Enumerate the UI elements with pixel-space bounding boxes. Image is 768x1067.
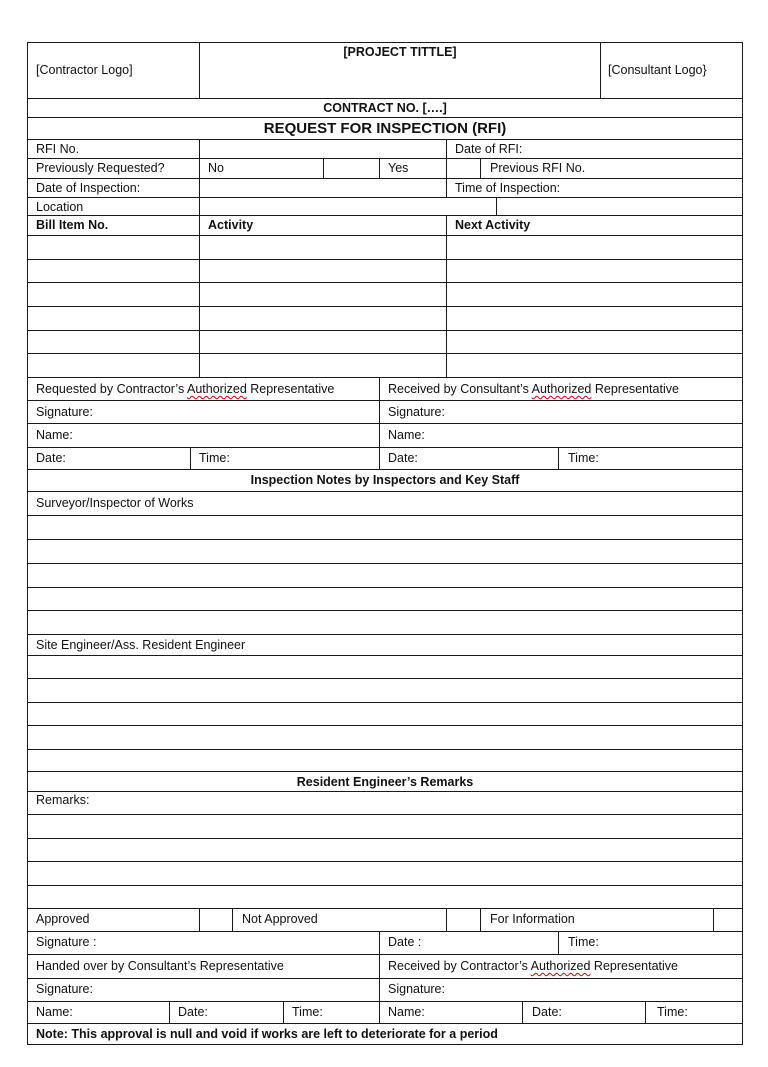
contractor-logo-placeholder: [Contractor Logo] [36,63,133,77]
approved-checkbox[interactable] [200,908,233,931]
note-line [27,587,743,588]
rfi-no-label: RFI No. [36,142,80,156]
date-label: Date: [178,1005,208,1019]
date-of-inspection-value[interactable] [200,178,447,197]
form-title: REQUEST FOR INSPECTION (RFI) [263,120,507,137]
handover-signature-cell[interactable] [27,978,380,1001]
note-line [27,885,743,886]
remarks-label: Remarks: [36,793,90,807]
surveyor-label: Surveyor/Inspector of Works [36,496,194,510]
note-line [27,515,743,516]
consultant-logo-cell [601,42,743,98]
note-line [27,814,743,815]
receiver-date-cell[interactable] [523,1001,646,1023]
inspection-date-row [27,178,743,197]
inspection-notes-title: Inspection Notes by Inspectors and Key Staff [250,473,520,487]
name-label: Name: [388,428,425,442]
next-activity-header-cell [447,215,743,235]
note-line [27,678,743,679]
handed-over-label: Handed over by Consultant’s Representative [36,959,284,973]
contractor-rep-cell [27,377,380,400]
time-of-inspection-cell[interactable] [447,178,743,197]
consultant-logo-placeholder: [Consultant Logo} [608,63,707,77]
receiver-time-cell[interactable] [646,1001,743,1023]
no-label: No [208,161,224,175]
location-row [27,197,743,215]
bill-item-header: Bill Item No. [36,218,109,232]
activity-header: Activity [208,218,254,232]
table-row [27,330,743,331]
location-label: Location [36,200,84,214]
approved-label: Approved [36,912,90,926]
date-of-inspection-label: Date of Inspection: [36,181,141,195]
next-activity-header: Next Activity [455,218,531,232]
table-row [27,353,743,354]
handover-name-row [27,1001,743,1023]
re-remarks-title: Resident Engineer’s Remarks [296,775,474,789]
contractor-time-cell[interactable] [191,447,380,469]
remarks-row[interactable] [27,791,743,814]
note-line [27,725,743,726]
rfi-no-label-cell [27,139,200,158]
name-label: Name: [36,1005,73,1019]
no-cell [200,158,324,178]
consultant-rep-cell [380,377,743,400]
consultant-date-cell[interactable] [380,447,559,469]
yes-label: Yes [388,161,409,175]
site-engineer-row [27,634,743,655]
date-of-inspection-cell [27,178,200,197]
table-row [27,282,743,283]
name-label: Name: [388,1005,425,1019]
contractor-signature-cell[interactable] [27,400,380,423]
time-of-inspection-label: Time of Inspection: [455,181,561,195]
rfi-form [27,42,743,1045]
activity-header-cell [200,215,447,235]
note-line [27,539,743,540]
handover-row [27,954,743,978]
handover-time-cell[interactable] [284,1001,380,1023]
surveyor-row [27,491,743,515]
time-label: Time: [199,451,230,465]
not-approved-cell [233,908,447,931]
note-line [27,563,743,564]
note-line [27,610,743,611]
location-cell [27,197,200,215]
consultant-signature-cell[interactable] [380,400,743,423]
time-label: Time: [568,451,599,465]
requested-name-row [27,423,743,447]
re-remarks-title-row [27,771,743,791]
previous-rfi-cell[interactable] [481,158,743,178]
previous-rfi-label: Previous RFI No. [490,161,586,175]
handover-name-cell[interactable] [27,1001,170,1023]
previously-requested-cell [27,158,200,178]
date-label: Date: [36,451,66,465]
yes-checkbox[interactable] [447,158,481,178]
note-line [27,655,743,656]
previously-requested-label: Previously Requested? [36,161,165,175]
name-label: Name: [36,428,73,442]
date-label: Date: [532,1005,562,1019]
yes-cell [380,158,447,178]
title-row [27,117,743,139]
date-label: Date: [388,451,418,465]
date-label: Date : [388,935,422,949]
bill-item-header-cell [27,215,200,235]
for-information-checkbox[interactable] [714,908,743,931]
project-title-cell [200,42,601,98]
rfi-no-value[interactable] [200,139,447,158]
time-label: Time: [292,1005,323,1019]
inspection-notes-title-row [27,469,743,491]
previously-requested-row [27,158,743,178]
note-row [27,1023,743,1045]
table-row [27,259,743,260]
activity-table-header [27,215,743,235]
contractor-logo-cell [27,42,200,98]
signature-label: Signature: [388,405,445,419]
table-row [27,306,743,307]
requested-by-row [27,377,743,400]
signature-label: Signature: [36,982,93,996]
not-approved-label: Not Approved [242,912,318,926]
decision-date-cell[interactable] [380,931,559,954]
decision-row [27,908,743,931]
note-line [27,702,743,703]
date-of-rfi-label: Date of RFI: [455,142,523,156]
for-information-cell [481,908,714,931]
consultant-rep-label: Received by Consultant’s Authorized Representative [388,382,679,396]
received-by-contractor-cell [380,954,743,978]
receiver-signature-cell[interactable] [380,978,743,1001]
note-line [27,861,743,862]
signature-label: Signature: [36,405,93,419]
location-value[interactable] [200,197,497,215]
decision-time-cell[interactable] [559,931,743,954]
no-checkbox[interactable] [324,158,380,178]
note-line [27,749,743,750]
contract-row [27,98,743,117]
site-engineer-label: Site Engineer/Ass. Resident Engineer [36,638,246,652]
note-line [27,838,743,839]
handover-signature-row [27,978,743,1001]
received-by-contractor-label: Received by Contractor’s Authorized Representative [388,959,678,973]
contractor-date-cell[interactable] [27,447,191,469]
contract-no: CONTRACT NO. [….] [323,101,447,115]
not-approved-checkbox[interactable] [447,908,481,931]
header-row [27,42,743,98]
consultant-name-cell[interactable] [380,423,743,447]
receiver-name-cell[interactable] [380,1001,523,1023]
handover-date-cell[interactable] [170,1001,284,1023]
decision-signature-cell[interactable] [27,931,380,954]
for-information-label: For Information [490,912,575,926]
requested-date-row [27,447,743,469]
contractor-rep-label: Requested by Contractor’s Authorized Representative [36,382,335,396]
decision-signature-row [27,931,743,954]
consultant-time-cell[interactable] [559,447,743,469]
handed-over-cell [27,954,380,978]
time-label: Time: [657,1005,688,1019]
project-title: [PROJECT TITTLE] [343,45,457,59]
signature-label: Signature : [36,935,97,949]
requested-signature-row [27,400,743,423]
date-of-rfi-cell[interactable] [447,139,743,158]
approval-note: Note: This approval is null and void if works are left to deteriorate for a period [36,1027,498,1041]
signature-label: Signature: [388,982,445,996]
rfi-no-row [27,139,743,158]
approved-cell [27,908,200,931]
contractor-name-cell[interactable] [27,423,380,447]
time-label: Time: [568,935,599,949]
